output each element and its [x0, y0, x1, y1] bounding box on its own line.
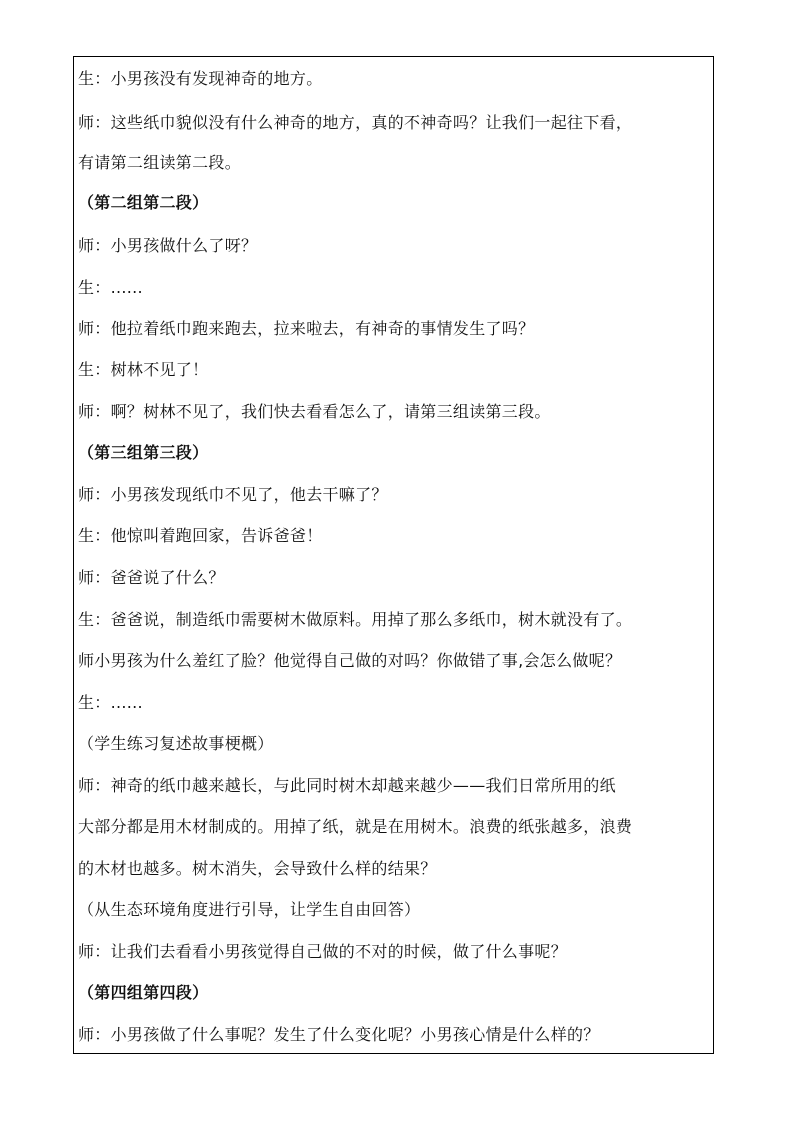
text-line: 师小男孩为什么羞红了脸？他觉得自己做的对吗？你做错了事,会怎么做呢？ [78, 651, 622, 670]
text-line: 师：这些纸巾貌似没有什么神奇的地方，真的不神奇吗？让我们一起往下看， [78, 113, 633, 132]
text-line: （学生练习复述故事梗概） [78, 734, 274, 753]
text-line: 师：他拉着纸巾跑来跑去，拉来啦去，有神奇的事情发生了吗？ [78, 319, 535, 338]
text-line: 师：小男孩做什么了呀？ [78, 236, 258, 255]
section-heading: （第二组第二段） [78, 193, 209, 212]
text-line: （从生态环境角度进行引导，让学生自由回答） [78, 900, 421, 919]
text-line: 生：...... [78, 693, 143, 712]
text-line: 师：小男孩做了什么事呢？发生了什么变化呢？小男孩心情是什么样的？ [78, 1025, 600, 1044]
text-line: 生：他惊叫着跑回家，告诉爸爸！ [78, 526, 323, 545]
text-line: 师：小男孩发现纸巾不见了，他去干嘛了？ [78, 485, 388, 504]
text-line: 有请第二组读第二段。 [78, 153, 242, 172]
text-line: 生：小男孩没有发现神奇的地方。 [78, 69, 323, 88]
text-line: 生：爸爸说，制造纸巾需要树木做原料。用掉了那么多纸巾，树木就没有了。 [78, 610, 633, 629]
text-line: 师：啊？树林不见了，我们快去看看怎么了，请第三组读第三段。 [78, 402, 551, 421]
text-line: 生：...... [78, 278, 143, 297]
section-heading: （第三组第三段） [78, 443, 209, 462]
text-line: 大部分都是用木材制成的。用掉了纸，就是在用树木。浪费的纸张越多，浪费 [78, 817, 633, 836]
section-heading: （第四组第四段） [78, 983, 209, 1002]
text-line: 的木材也越多。树木消失，会导致什么样的结果？ [78, 859, 437, 878]
text-line: 师：爸爸说了什么？ [78, 568, 225, 587]
text-line: 生：树林不见了！ [78, 360, 209, 379]
text-line: 师：让我们去看看小男孩觉得自己做的不对的时候，做了什么事呢？ [78, 942, 568, 961]
text-line: 师：神奇的纸巾越来越长，与此同时树木却越来越少——我们日常所用的纸 [78, 776, 616, 795]
